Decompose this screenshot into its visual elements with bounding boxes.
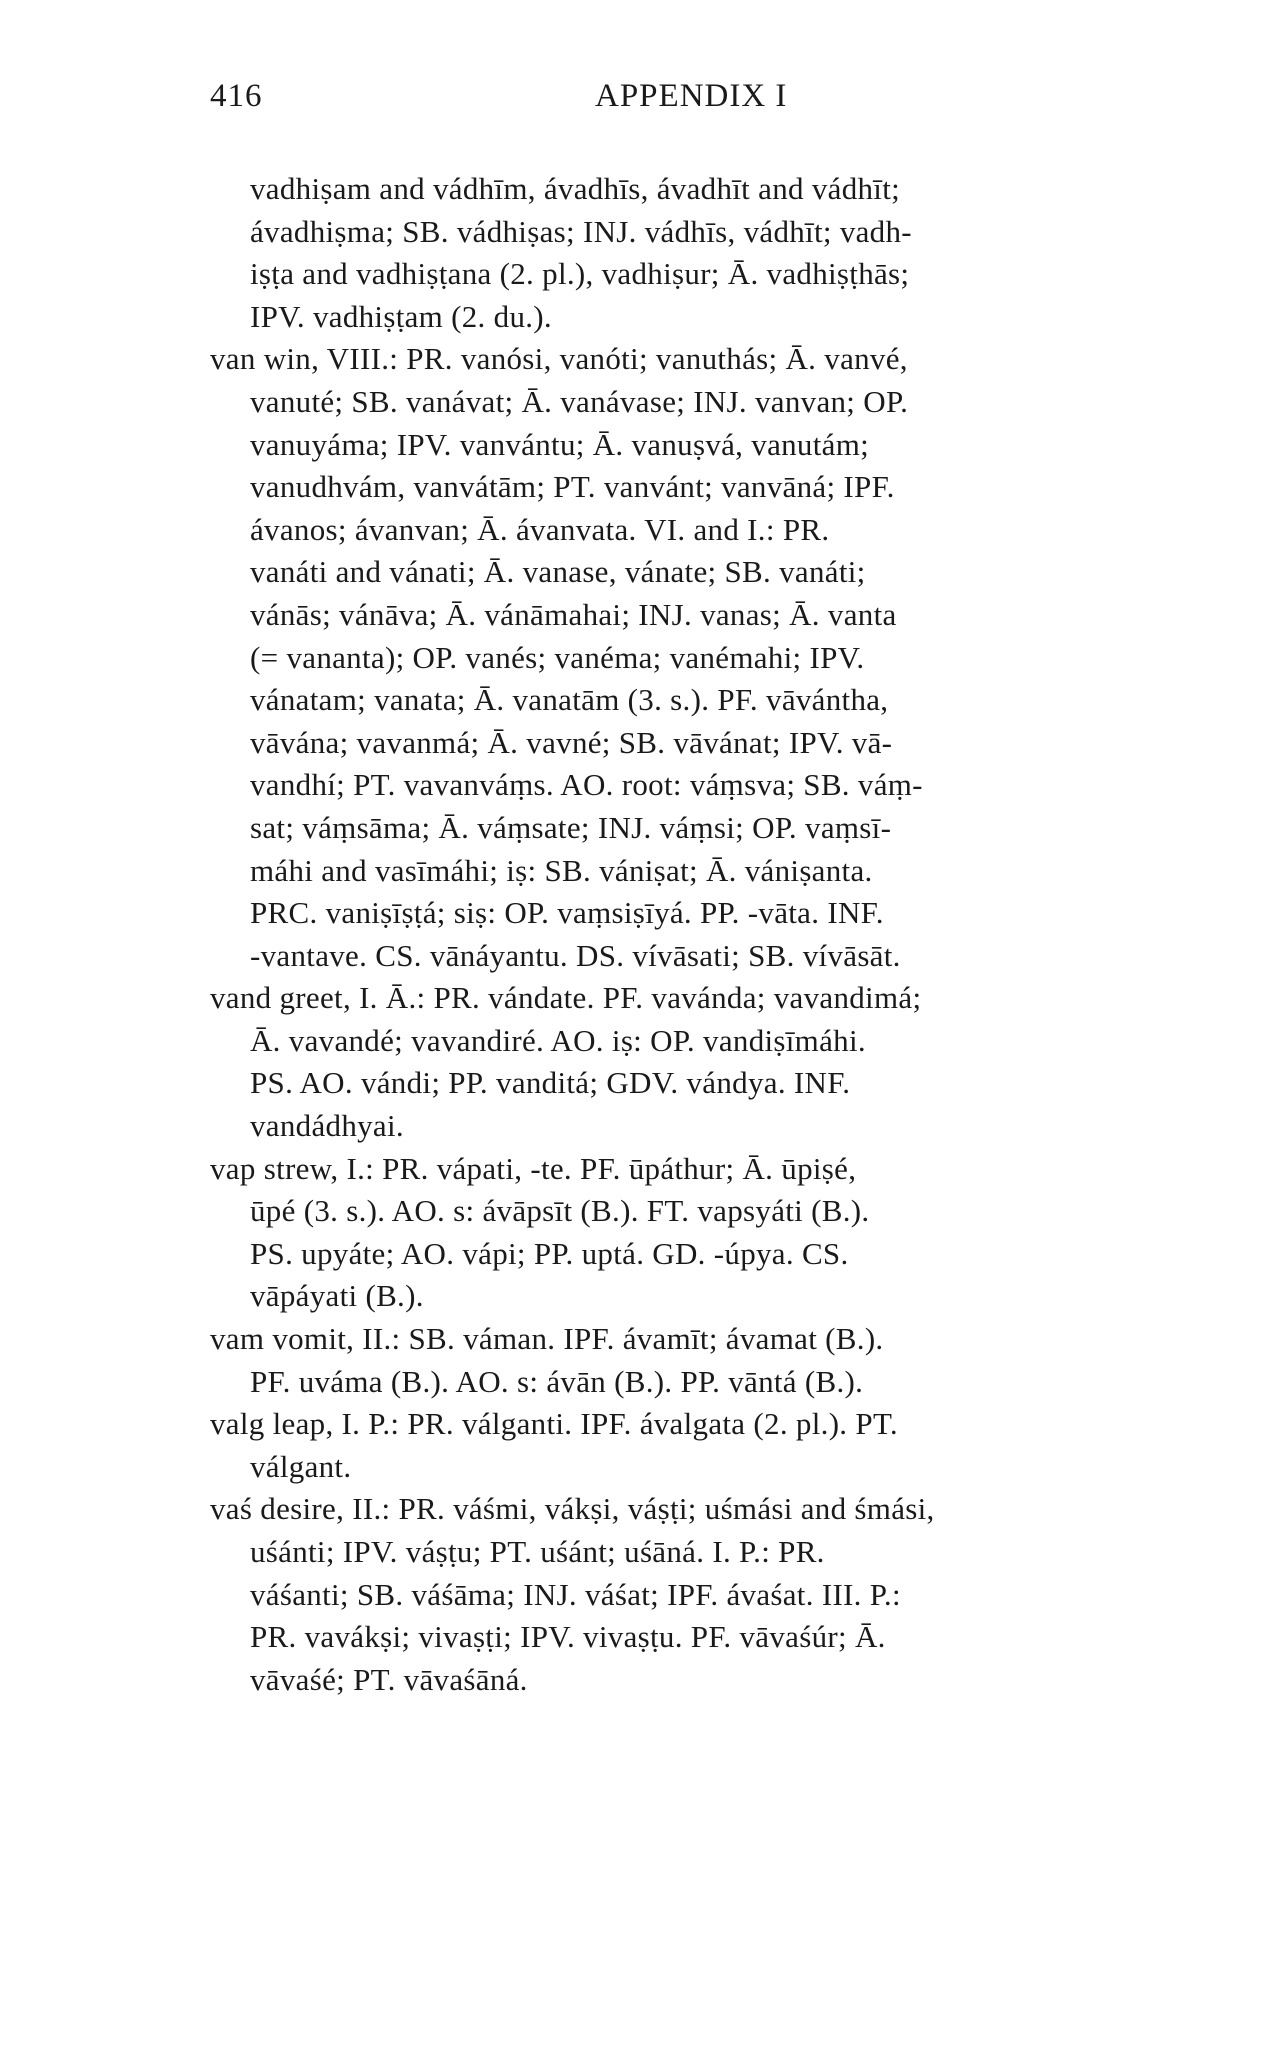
text-line: vāvána; vavanmá; Ā. vavné; SB. vāvánat; IPV. vā-	[250, 724, 893, 760]
text-line: vandádhyai.	[250, 1108, 404, 1144]
text-line: vanudhvám, vanvátām; PT. vanvánt; vanvāná; IPF.	[250, 469, 895, 505]
text-line: PR. vavákṣi; vivaṣṭi; IPV. vivaṣṭu. PF. vāvaśúr; Ā.	[250, 1619, 886, 1655]
text-line: válgant.	[250, 1448, 352, 1484]
text-line: ávadhiṣma; SB. vádhiṣas; INJ. vádhīs, vádhīt; vadh-	[250, 213, 912, 249]
text-line: vanáti and vánati; Ā. vanase, vánate; SB. vanáti;	[250, 554, 866, 590]
text-line: uśánti; IPV. váṣṭu; PT. uśánt; uśāná. I. P.: PR.	[250, 1534, 825, 1569]
text-line: vāpáyati (B.).	[250, 1278, 424, 1314]
text-line: (= vananta); OP. vanés; vanéma; vanémahi; IPV.	[250, 639, 865, 675]
text-line: vam vomit, II.: SB. váman. IPF. ávamīt; ávamat (B.).	[210, 1321, 884, 1357]
text-line: váśanti; SB. váśāma; INJ. váśat; IPF. ávaśat. III. P.:	[250, 1576, 901, 1612]
text-line: ūpé (3. s.). AO. s: ávāpsīt (B.). FT. vapsyáti (B.).	[250, 1193, 870, 1229]
text-line: PF. uváma (B.). AO. s: ávān (B.). PP. vāntá (B.).	[250, 1363, 864, 1399]
text-line: vāvaśé; PT. vāvaśāná.	[250, 1661, 528, 1697]
running-head	[210, 78, 1110, 128]
text-line: vánatam; vanata; Ā. vanatām (3. s.). PF. vāvántha,	[250, 682, 889, 718]
text-line: PRC. vaniṣīṣṭá; siṣ: OP. vaṃsiṣīyá. PP. -vāta. INF.	[250, 895, 884, 931]
text-line: vand greet, I. Ā.: PR. vándate. PF. vavánda; vavandimá;	[210, 980, 922, 1016]
page-number: 416	[210, 78, 263, 114]
text-line: IPV. vadhiṣṭam (2. du.).	[250, 298, 552, 334]
text-line: vadhiṣam and vádhīm, ávadhīs, ávadhīt and vádhīt;	[250, 171, 901, 206]
text-line: vanuté; SB. vanávat; Ā. vanávase; INJ. vanvan; OP.	[250, 383, 909, 419]
header-title: APPENDIX I	[595, 78, 788, 114]
text-line: PS. upyáte; AO. vápi; PP. uptá. GD. -úpya. CS.	[250, 1235, 849, 1271]
text-line: van win, VIII.: PR. vanósi, vanóti; vanuthás; Ā. vanvé,	[210, 341, 908, 377]
text-line: Ā. vavandé; vavandiré. AO. iṣ: OP. vandiṣīmáhi.	[250, 1022, 866, 1058]
text-line: vánās; vánāva; Ā. vánāmahai; INJ. vanas; Ā. vanta	[250, 596, 897, 632]
text-line: vap strew, I.: PR. vápati, -te. PF. ūpáthur; Ā. ūpiṣé,	[210, 1150, 857, 1186]
text-line: -vantave. CS. vānáyantu. DS. vívāsati; SB. vívāsāt.	[250, 937, 901, 973]
text-line: PS. AO. vándi; PP. vanditá; GDV. vándya. INF.	[250, 1065, 851, 1101]
text-line: valg leap, I. P.: PR. válganti. IPF. ávalgata (2. pl.). PT.	[210, 1406, 898, 1442]
text-line: iṣṭa and vadhiṣṭana (2. pl.), vadhiṣur; Ā. vadhiṣṭhās;	[250, 256, 910, 292]
text-line: sat; váṃsāma; Ā. váṃsate; INJ. váṃsi; OP. vaṃsī-	[250, 809, 892, 845]
text-line: ávanos; ávanvan; Ā. ávanvata. VI. and I.: PR.	[250, 511, 830, 547]
text-line: vanuyáma; IPV. vanvántu; Ā. vanuṣvá, vanutám;	[250, 426, 870, 462]
text-line: máhi and vasīmáhi; iṣ: SB. vániṣat; Ā. vániṣanta.	[250, 852, 873, 888]
dictionary-text-column	[210, 168, 1270, 1701]
text-line: vaś desire, II.: PR. váśmi, vákṣi, váṣṭi; uśmási and śmási,	[210, 1491, 935, 1527]
text-line: vandhí; PT. vavanváṃs. AO. root: váṃsva; SB. váṃ-	[250, 767, 923, 803]
